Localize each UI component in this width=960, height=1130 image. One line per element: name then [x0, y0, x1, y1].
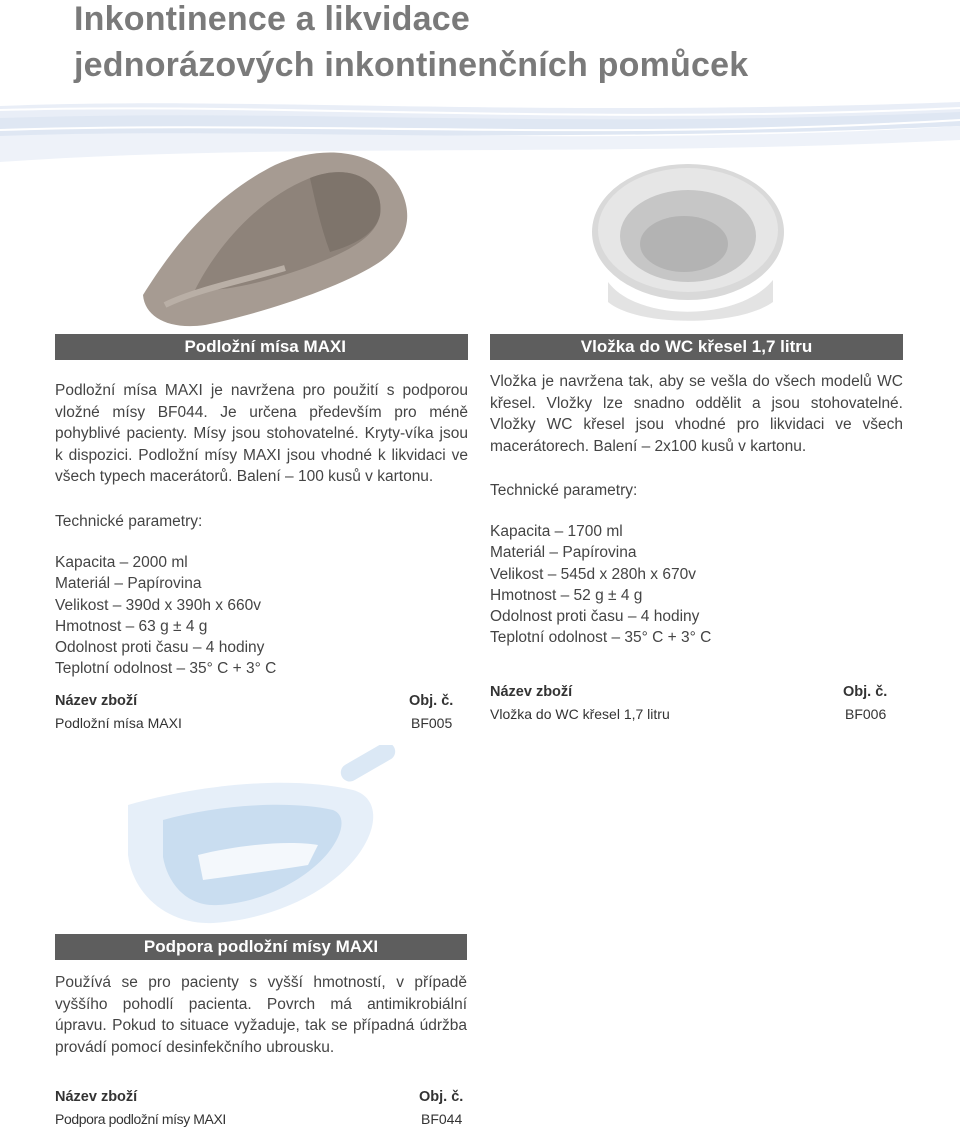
- product-name-right: Vložka do WC křesel 1,7 litru: [490, 706, 670, 722]
- order-number-left: BF005: [411, 715, 453, 731]
- tech-params-list-left: [55, 552, 276, 680]
- param-item: Hmotnost – 52 g ± 4 g: [490, 586, 643, 604]
- param-item: Materiál – Papírovina: [55, 575, 202, 593]
- order-number-label-right: Obj. č.: [843, 684, 888, 700]
- param-item: Materiál – Papírovina: [490, 544, 637, 562]
- param-item: Odolnost proti času – 4 hodiny: [490, 608, 700, 626]
- wc-liner-image: [588, 162, 793, 322]
- order-number-bottom: BF044: [421, 1111, 463, 1127]
- param-item: Velikost – 390d x 390h x 660v: [55, 596, 261, 614]
- order-number-right: BF006: [845, 706, 887, 722]
- product-heading-wc-liner: Vložka do WC křesel 1,7 litru: [490, 334, 903, 360]
- param-item: Velikost – 545d x 280h x 670v: [490, 565, 696, 583]
- page-title: [74, 0, 748, 88]
- tech-params-heading-left: Technické parametry:: [55, 513, 203, 530]
- product-name-label-right: Název zboží: [490, 684, 573, 700]
- param-item: Kapacita – 2000 ml: [55, 554, 188, 571]
- param-item: Teplotní odolnost – 35° C + 3° C: [490, 629, 712, 647]
- title-line-2: jednorázových inkontinenčních pomůcek: [74, 46, 749, 84]
- product-heading-bedpan-maxi: Podložní mísa MAXI: [55, 334, 468, 360]
- product-name-label-bottom: Název zboží: [55, 1089, 138, 1105]
- order-number-label-bottom: Obj. č.: [419, 1089, 464, 1105]
- bedpan-maxi-image: [135, 140, 415, 330]
- param-item: Kapacita – 1700 ml: [490, 523, 623, 540]
- param-item: Odolnost proti času – 4 hodiny: [55, 639, 265, 657]
- product-name-label-left: Název zboží: [55, 693, 138, 709]
- tech-params-heading-right: Technické parametry:: [490, 482, 638, 499]
- param-item: Teplotní odolnost – 35° C + 3° C: [55, 660, 277, 678]
- product-name-left: Podložní mísa MAXI: [55, 715, 182, 731]
- product-name-bottom: Podpora podložní mísy MAXI: [55, 1111, 226, 1127]
- product-description-wc-liner: Vložka je navržena tak, aby se vešla do všech modelů WC křesel. Vložky lze snadno oddělit a jsou stohovatelné. Vložky WC křesel jsou vhodné pro likvidaci ve všech macerátorech. Balení – 2x100 kusů v kartonu.: [490, 373, 903, 455]
- order-number-label-left: Obj. č.: [409, 693, 454, 709]
- param-item: Hmotnost – 63 g ± 4 g: [55, 617, 208, 635]
- title-line-1: Inkontinence a likvidace: [74, 0, 470, 38]
- bedpan-support-image: [118, 745, 418, 925]
- product-heading-bedpan-support: Podpora podložní mísy MAXI: [55, 934, 467, 960]
- tech-params-list-right: [490, 521, 711, 649]
- product-description-bedpan-maxi: Podložní mísa MAXI je navržena pro použití s podporou vložné mísy BF044. Je určena především pro méně pohyblivé pacienty. Mísy jsou stohovatelné. Kryty-víka jsou k dispozici. Podložní mísy MAXI jsou vhodné k likvidaci ve všech typech macerátorů. Balení – 100 kusů v kartonu.: [55, 382, 468, 485]
- product-description-bedpan-support: Používá se pro pacienty s vyšší hmotností, v případě vyššího pohodlí pacienta. Povrch má antimikrobiální úpravu. Pokud to situace vyžaduje, tak se případná údržba provádí pomocí desinfekčního ubrousku.: [55, 974, 467, 1056]
